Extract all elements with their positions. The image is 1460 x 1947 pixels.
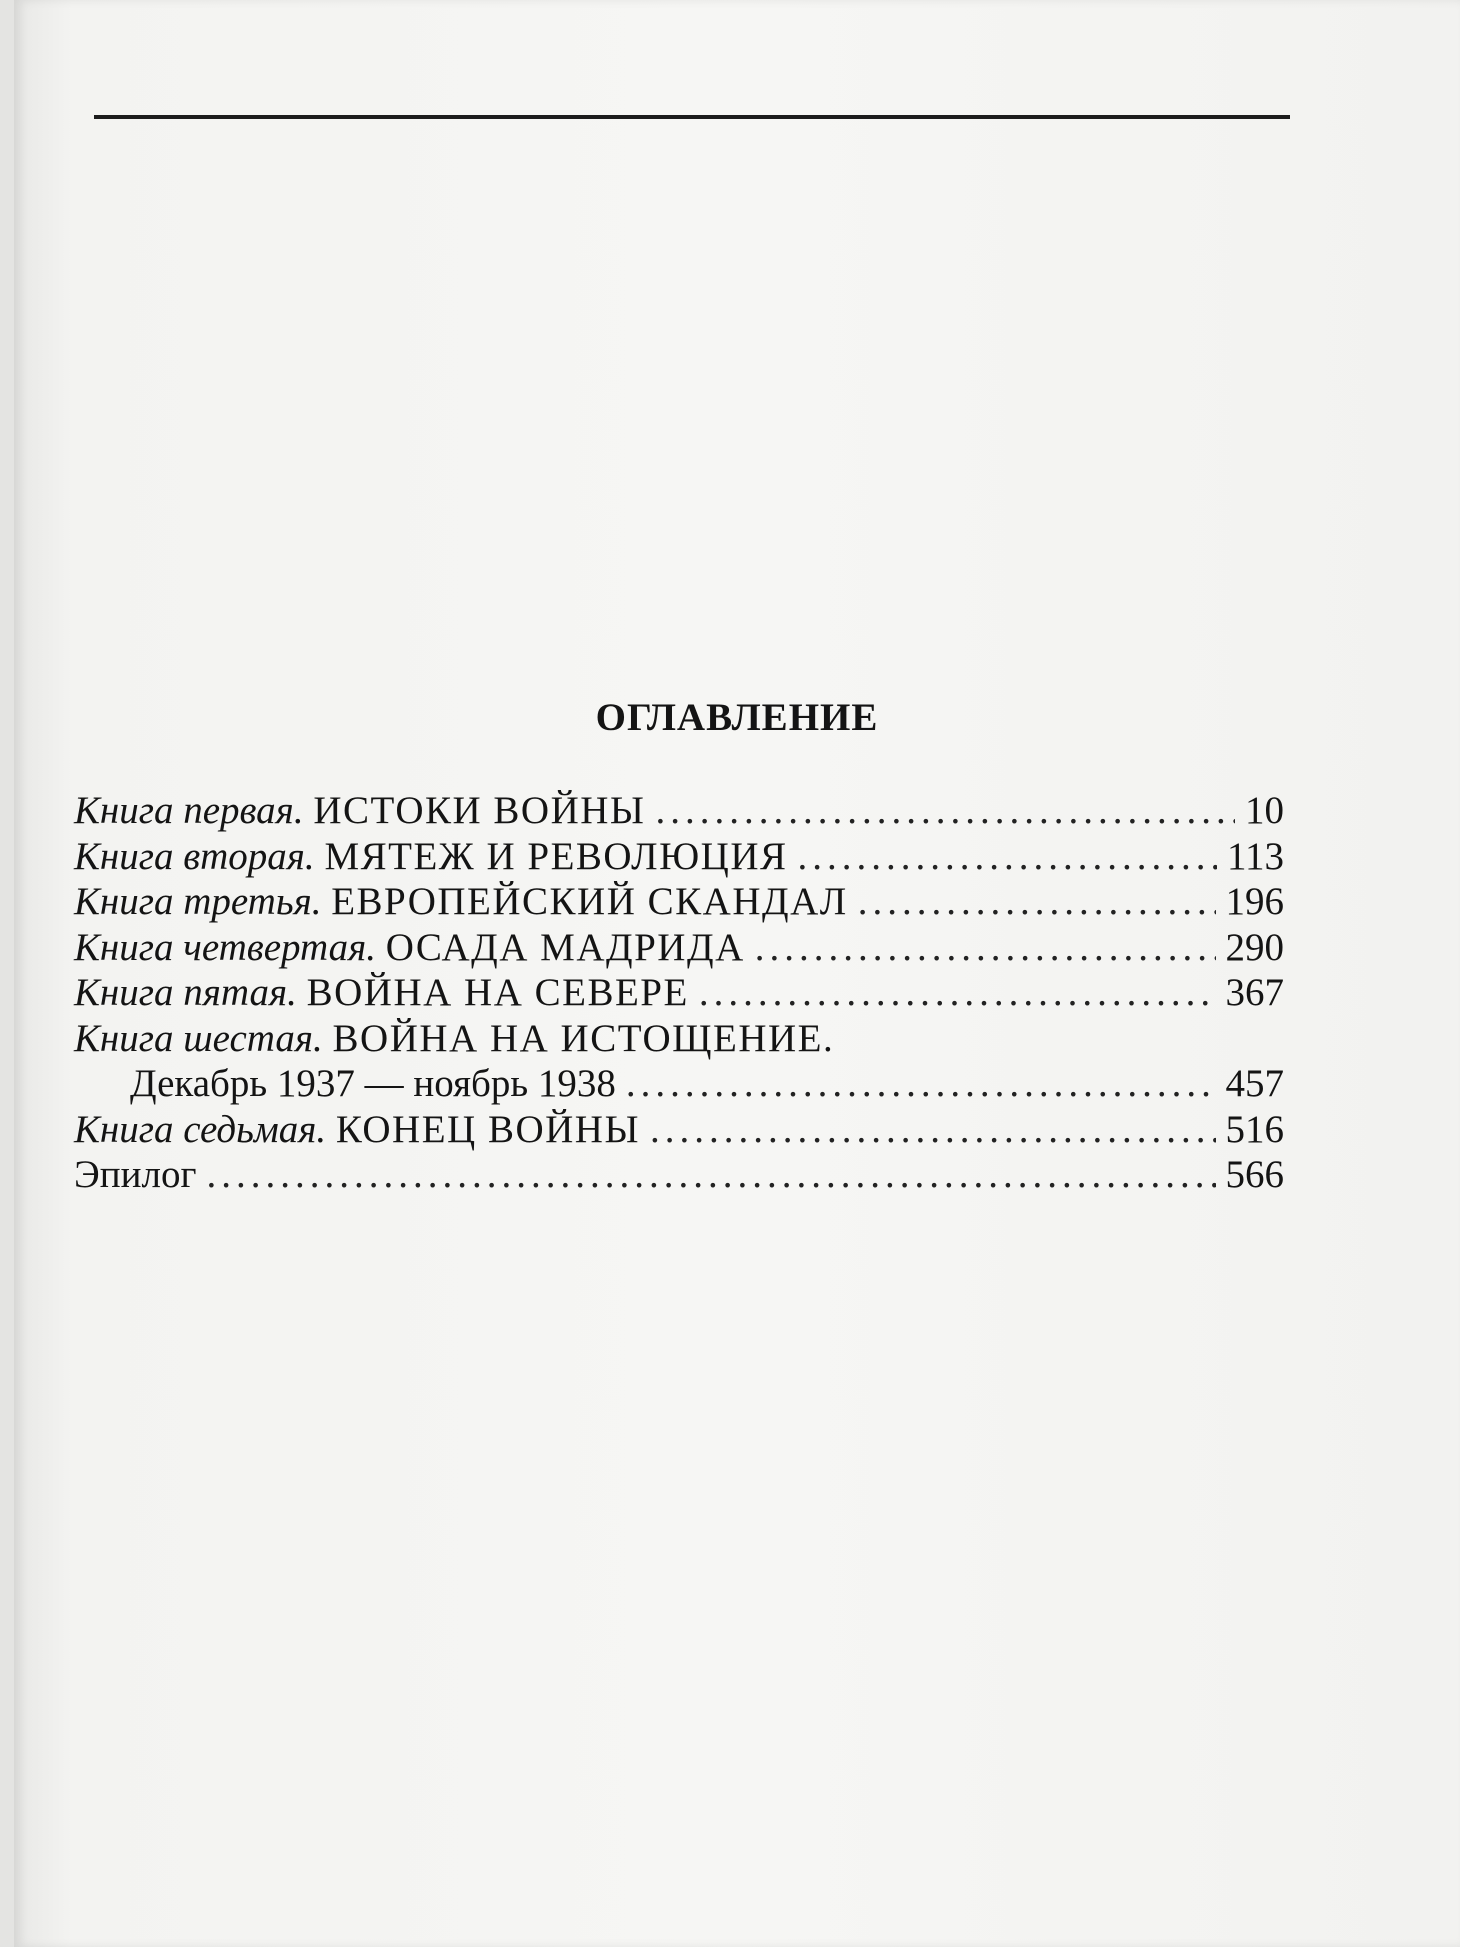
toc-entry-epilogue [74,1152,1284,1198]
dot-leader [655,788,1235,834]
book-page [14,0,1460,1947]
dot-leader [858,879,1216,925]
page-number: 10 [1245,789,1284,832]
entry-title: ИСТОКИ ВОЙНЫ [313,789,646,832]
page-number: 290 [1225,925,1284,969]
toc-entry-book-2 [74,834,1284,880]
book-label: Книга пятая. [74,971,297,1014]
book-label: Книга шестая. [74,1016,323,1060]
entry-first-line [74,1016,1284,1062]
entry-subtitle: Декабрь 1937 — ноябрь 1938 [130,1062,616,1105]
toc-entry-book-3 [74,879,1284,925]
entry-title: МЯТЕЖ И РЕВОЛЮЦИЯ [324,834,788,878]
top-rule [94,115,1290,119]
book-label: Книга первая. [74,789,304,832]
dot-leader [798,834,1217,880]
entry-title: ВОЙНА НА ИСТОЩЕНИЕ. [332,1016,835,1060]
entry-title: Эпилог [74,1153,197,1196]
toc-entry-book-7 [74,1107,1284,1153]
book-label: Книга третья. [74,880,322,923]
page-number: 516 [1225,1107,1284,1151]
page-number: 113 [1226,834,1284,878]
dot-leader [650,1107,1216,1153]
entry-second-line [74,1061,1284,1107]
entry-title: ВОЙНА НА СЕВЕРЕ [306,971,689,1014]
entry-title: ОСАДА МАДРИДА [385,925,745,969]
page-number: 367 [1225,971,1284,1014]
toc-entry-book-1 [74,788,1284,834]
entry-title: КОНЕЦ ВОЙНЫ [335,1107,640,1151]
page-number: 457 [1225,1062,1284,1105]
dot-leader [699,970,1216,1016]
toc-entry-book-4 [74,925,1284,971]
book-label: Книга седьмая. [74,1107,327,1151]
dot-leader [206,1152,1215,1198]
book-label: Книга вторая. [74,834,315,878]
toc-entry-book-5 [74,970,1284,1016]
dot-leader [626,1061,1216,1107]
book-label: Книга четвертая. [74,925,377,969]
dot-leader [755,925,1216,971]
page-number: 196 [1225,880,1284,923]
toc-heading: ОГЛАВЛЕНИЕ [595,696,879,739]
entry-title: ЕВРОПЕЙСКИЙ СКАНДАЛ [331,880,848,923]
table-of-contents [74,788,1284,1198]
page-number: 566 [1225,1153,1284,1196]
toc-entry-book-6 [74,1016,1284,1107]
